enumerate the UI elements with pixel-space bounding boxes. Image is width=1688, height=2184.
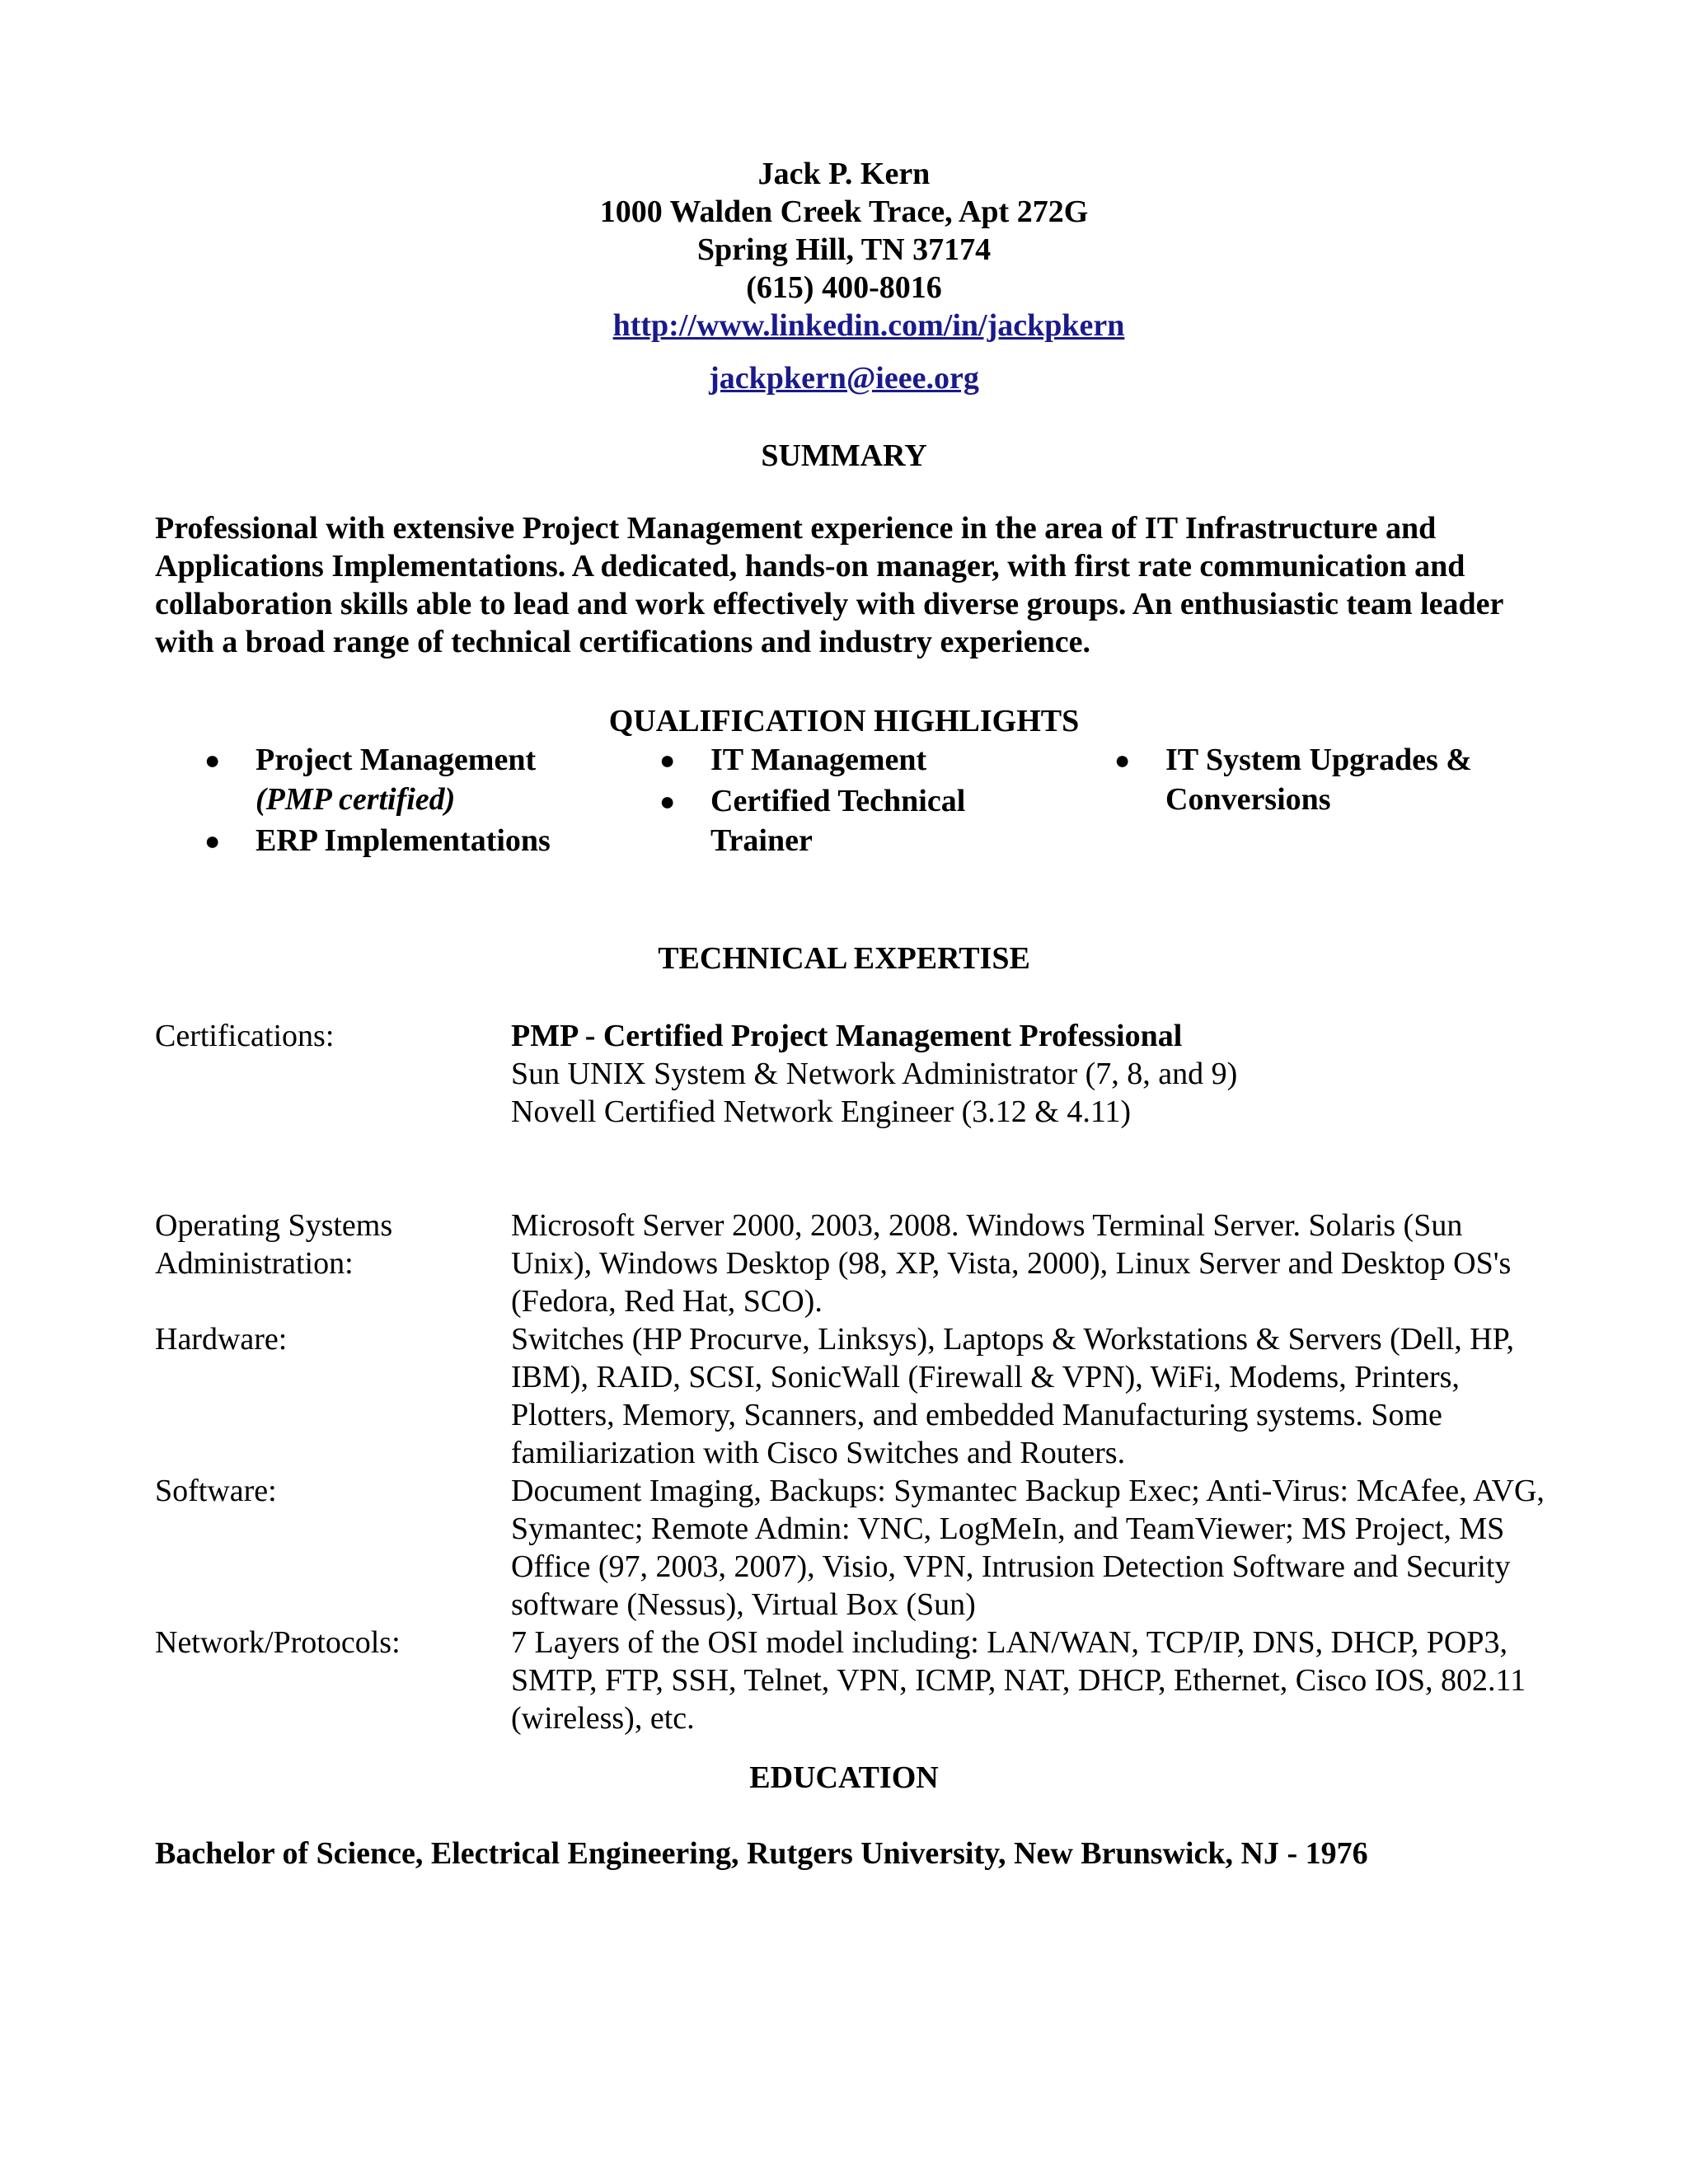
email-link[interactable]: jackpkern@ieee.org bbox=[709, 361, 979, 396]
expertise-row-hardware bbox=[155, 1320, 1550, 1472]
address-line-1: 1000 Walden Creek Trace, Apt 272G bbox=[599, 194, 1089, 229]
certifications-section bbox=[155, 1017, 1550, 1131]
expertise-value: Microsoft Server 2000, 2003, 2008. Windows Terminal Server. Solaris (Sun Unix), Windows Desktop (98, XP, Vista, 2000), Linux Server and Desktop OS's (Fedora, Red Hat, SCO). bbox=[511, 1208, 1512, 1319]
qualification-item bbox=[1114, 740, 1543, 819]
expertise-label: Software: bbox=[155, 1474, 277, 1508]
qualifications-column-3 bbox=[1114, 740, 1543, 821]
linkedin-line bbox=[0, 307, 1688, 344]
expertise-row-software bbox=[155, 1472, 1550, 1624]
expertise-table bbox=[155, 1207, 1550, 1737]
qualification-label: ERP Implementations bbox=[256, 823, 551, 858]
certifications-label: Certifications: bbox=[155, 1019, 335, 1053]
technical-heading: TECHNICAL EXPERTISE bbox=[658, 941, 1030, 976]
bullet-icon: ● bbox=[204, 745, 221, 775]
qualification-item bbox=[204, 740, 633, 819]
bullet-icon: ● bbox=[1114, 745, 1131, 775]
bullet-icon: ● bbox=[659, 745, 676, 775]
bullet-icon: ● bbox=[204, 826, 221, 855]
qualifications-list bbox=[0, 740, 1688, 872]
certifications-value bbox=[511, 1017, 1550, 1131]
qualifications-column-1 bbox=[204, 740, 633, 862]
qualifications-column-2 bbox=[659, 740, 1022, 862]
expertise-row-os bbox=[155, 1207, 1550, 1320]
qualification-label: IT Management bbox=[710, 743, 927, 777]
expertise-label: Network/Protocols: bbox=[155, 1625, 401, 1660]
linkedin-link[interactable]: http://www.linkedin.com/in/jackpkern bbox=[612, 308, 1125, 343]
education-degree: Bachelor of Science, Electrical Engineering, Rutgers University, New Brunswick, NJ - 1976 bbox=[155, 1836, 1368, 1871]
qualification-label: Certified Technical Trainer bbox=[710, 784, 966, 858]
qualification-item bbox=[659, 740, 1022, 780]
expertise-label: Hardware: bbox=[155, 1322, 288, 1357]
certification-item: Novell Certified Network Engineer (3.12 & 4.11) bbox=[511, 1094, 1132, 1129]
candidate-name: Jack P. Kern bbox=[757, 157, 931, 191]
address-line-2: Spring Hill, TN 37174 bbox=[696, 232, 992, 267]
summary-text: Professional with extensive Project Management experience in the area of IT Infrastructure and Applications Implementations. A dedicated, hands-on manager, with first rate communication and collaboration skills able to lead and work effectively with diverse groups. An enthusiastic team leader with a broad range of technical certifications and industry experience. bbox=[155, 511, 1503, 659]
expertise-value: Switches (HP Procurve, Linksys), Laptops & Workstations & Servers (Dell, HP, IBM), RAID, SCSI, SonicWall (Firewall & VPN), WiFi, Modems, Printers, Plotters, Memory, Scanners, and embedded Manufacturing systems. Some familiarization with Cisco Switches and Routers. bbox=[511, 1322, 1515, 1470]
certification-item: Sun UNIX System & Network Administrator (7, 8, and 9) bbox=[511, 1057, 1238, 1091]
summary-heading: SUMMARY bbox=[761, 438, 927, 473]
bullet-icon: ● bbox=[659, 786, 676, 816]
certification-item: PMP - Certified Project Management Professional bbox=[511, 1019, 1183, 1053]
expertise-label: Operating Systems Administration: bbox=[155, 1208, 393, 1281]
education-heading: EDUCATION bbox=[749, 1760, 939, 1795]
qualification-item bbox=[204, 821, 633, 860]
email-line bbox=[0, 359, 1688, 397]
certifications-row bbox=[155, 1017, 1550, 1131]
expertise-value: Document Imaging, Backups: Symantec Backup Exec; Anti-Virus: McAfee, AVG, Symantec; Remote Admin: VNC, LogMeIn, and TeamViewer; MS Project, MS Office (97, 2003, 2007), Visio, VPN, Intrusion Detection Software and Security software (Nessus), Virtual Box (Sun) bbox=[511, 1474, 1545, 1622]
qualification-label: Project Management bbox=[256, 743, 537, 777]
expertise-value: 7 Layers of the OSI model including: LAN/WAN, TCP/IP, DNS, DHCP, POP3, SMTP, FTP, SSH, Telnet, VPN, ICMP, NAT, DHCP, Ethernet, Cisco IOS, 802.11 (wireless), etc. bbox=[511, 1625, 1526, 1736]
qualification-item bbox=[659, 781, 1022, 860]
expertise-row-network bbox=[155, 1624, 1550, 1737]
qualifications-heading: QUALIFICATION HIGHLIGHTS bbox=[608, 704, 1080, 738]
qualification-note: (PMP certified) bbox=[256, 782, 456, 817]
phone-number: (615) 400-8016 bbox=[746, 270, 942, 305]
qualification-label: IT System Upgrades & Conversions bbox=[1165, 743, 1472, 817]
